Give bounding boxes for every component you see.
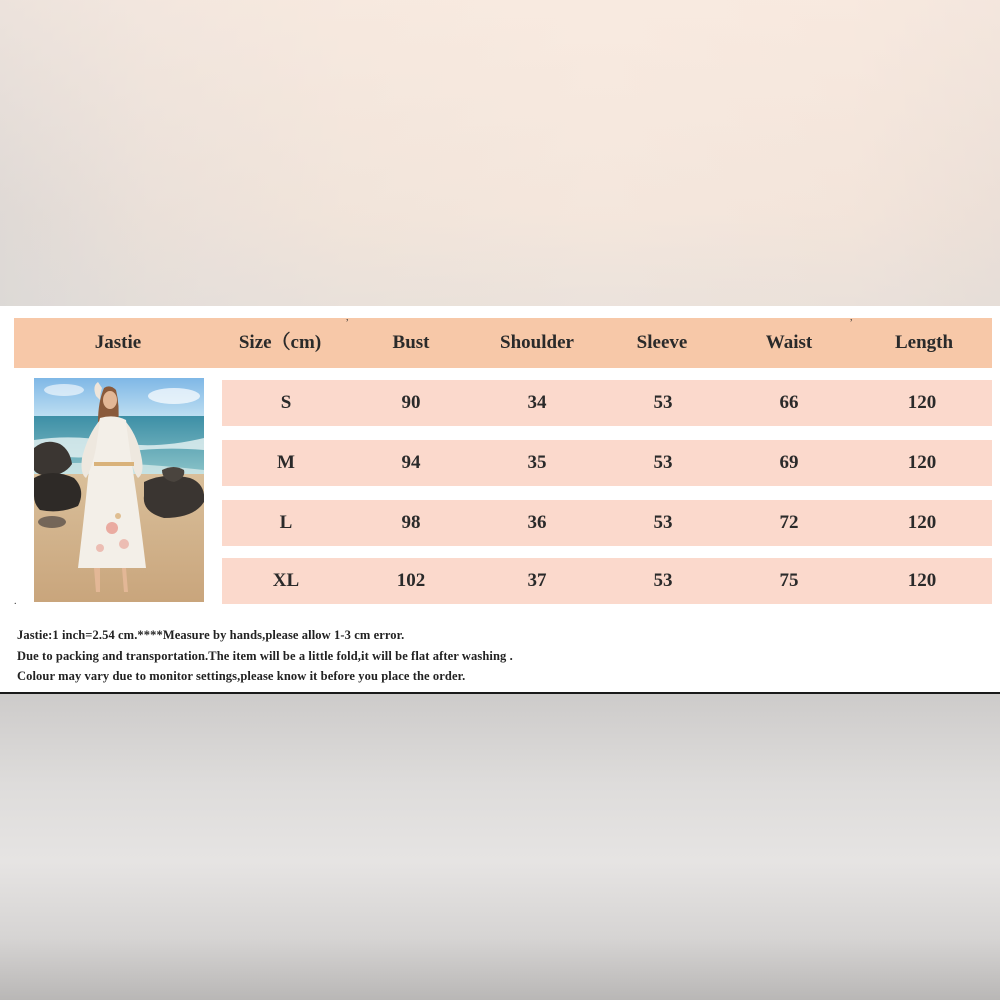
cell-waist: 69 xyxy=(779,452,799,473)
cell-shoulder: 36 xyxy=(527,512,547,533)
background-bottom xyxy=(0,693,1000,1000)
cell-waist: 72 xyxy=(779,512,799,533)
colour-note: Colour may vary due to monitor settings,please know it before you place the order. xyxy=(17,669,466,683)
background-top xyxy=(0,0,1000,306)
cell-size: XL xyxy=(272,570,300,591)
header-size: Size（cm) xyxy=(238,332,322,353)
cell-sleeve: 53 xyxy=(653,392,673,413)
cell-sleeve: 53 xyxy=(653,452,673,473)
cell-sleeve: 53 xyxy=(653,512,673,533)
header-waist: Waist xyxy=(765,332,813,353)
size-chart-header xyxy=(14,318,992,368)
cell-waist: 75 xyxy=(779,570,799,591)
cell-shoulder: 34 xyxy=(527,392,547,413)
cell-sleeve: 53 xyxy=(653,570,673,591)
cell-length: 120 xyxy=(907,570,937,591)
header-length: Length xyxy=(894,332,954,353)
scan-mark: , xyxy=(850,312,853,323)
size-chart xyxy=(0,306,1000,694)
header-sleeve: Sleeve xyxy=(636,332,688,353)
cell-size: M xyxy=(277,452,295,473)
product-photo xyxy=(34,378,204,602)
cell-length: 120 xyxy=(907,512,937,533)
cell-size: S xyxy=(280,392,292,413)
cell-length: 120 xyxy=(907,452,937,473)
cell-bust: 102 xyxy=(396,570,426,591)
header-shoulder: Shoulder xyxy=(500,332,574,353)
scan-mark: . xyxy=(14,596,17,607)
scan-mark: , xyxy=(346,312,349,323)
cell-size: L xyxy=(279,512,293,533)
packing-note: Due to packing and transportation.The item will be a little fold,it will be flat after washing . xyxy=(17,649,513,663)
cell-waist: 66 xyxy=(779,392,799,413)
cell-shoulder: 35 xyxy=(527,452,547,473)
size-row-m xyxy=(222,440,992,486)
size-row-s xyxy=(222,380,992,426)
size-row-l xyxy=(222,500,992,546)
cell-length: 120 xyxy=(907,392,937,413)
header-bust: Bust xyxy=(392,332,430,353)
cell-bust: 90 xyxy=(401,392,421,413)
model-on-beach-image xyxy=(34,378,204,602)
cell-bust: 94 xyxy=(401,452,421,473)
cell-bust: 98 xyxy=(401,512,421,533)
measurement-note: Jastie:1 inch=2.54 cm.****Measure by hands,please allow 1-3 cm error. xyxy=(17,628,405,642)
size-row-xl xyxy=(222,558,992,604)
header-jastie: Jastie xyxy=(94,332,142,353)
cell-shoulder: 37 xyxy=(527,570,547,591)
